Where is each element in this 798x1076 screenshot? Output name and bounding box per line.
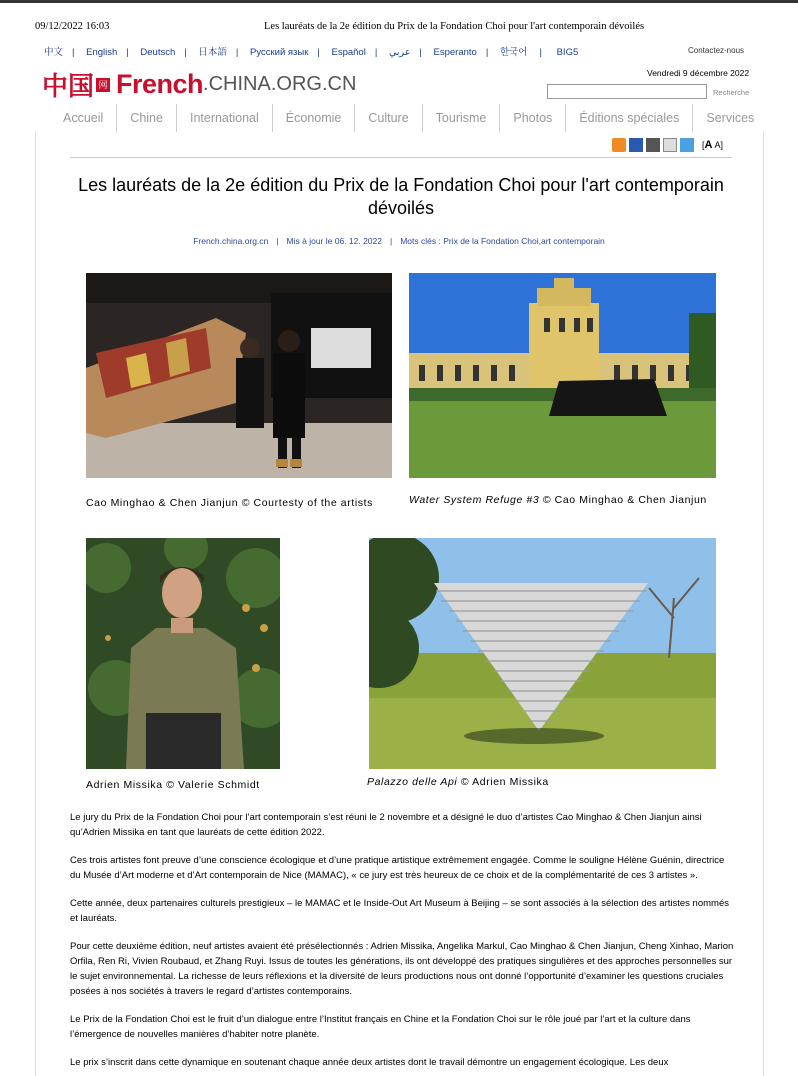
paragraph-1: Le jury du Prix de la Fondation Choi pour l’art contemporain s’est réuni le 2 novembre et a désigné le duo d’artistes Cao Minghao & Chen Jianjun ainsi qu’Adrien Missika en tant que lauréats de cette édition 2022.	[70, 812, 702, 838]
caption-photo2-rest: © Cao Minghao & Chen Jianjun	[539, 494, 707, 506]
photo-adrien-missika	[86, 538, 280, 769]
logo-domain-text: .CHINA.ORG.CN	[203, 73, 357, 95]
paragraph-2: Ces trois artistes font preuve d’une conscience écologique et d’une pratique artistique extrêmement engagée. Comme le souligne Hélène Guénin, directrice du Musée d’Art moderne et d’Art contemporain de Nice (MAMAC), « ce jury est très heureux de ce choix et de la complémentarité de ces 3 artistes ».	[70, 855, 725, 881]
nav-item-culture[interactable]: Culture	[355, 104, 422, 132]
lang-link-german[interactable]: Deutsch	[140, 47, 176, 58]
print-doc-title: Les lauréats de la 2e édition du Prix de la Fondation Choi pour l'art contemporain dévoilés	[264, 21, 645, 32]
lang-link-arabic[interactable]: عربي	[388, 47, 411, 58]
main-nav	[50, 104, 756, 132]
logo-cn-text: 中国	[42, 72, 95, 102]
print-icon[interactable]	[646, 138, 660, 152]
photo-water-system-refuge	[409, 273, 716, 478]
nav-item-economie[interactable]: Économie	[273, 104, 356, 132]
logo-wang-text: 网	[96, 78, 110, 92]
font-large-button[interactable]: A	[704, 139, 713, 151]
top-border	[0, 0, 798, 3]
monitor-icon[interactable]	[680, 138, 694, 152]
paragraph-4: Pour cette deuxième édition, neuf artistes avaient été présélectionnés : Adrien Missika, Angelika Markul, Cao Minghao & Chen Jianjun, Cheng Xinhao, Marion Orfila, Ren Ri, Vivien Roubaud, et Zhang Ruyi. Issus de toutes les générations, ils ont développé des pratiques singulières et des approches personnelles sur le sujet environnemental. La richesse de leurs réflexions et la diversité de leurs productions nous ont donné l’opportunité d’examiner les questions cruciales posées à nos sociétés à travers le regard d’artistes contemporains.	[70, 941, 734, 997]
lang-link-russian[interactable]: Русский язык	[250, 47, 309, 58]
paragraph-5: Le Prix de la Fondation Choi est le fruit d’un dialogue entre l’Institut français en Chine et la Fondation Choi sur le rôle joué par l’art et la culture dans l’émergence de nouvelles manières d’habiter notre planète.	[70, 1014, 691, 1040]
caption-photo4	[367, 776, 717, 788]
caption-photo4-title: Palazzo delle Api	[367, 776, 458, 788]
nav-item-photos[interactable]: Photos	[500, 104, 566, 132]
article-meta: French.china.org.cn | Mis à jour le 06. 12. 2022 | Mots clés : Prix de la Fondation Choi,art contemporain	[193, 236, 605, 246]
photo-artists-gallery	[86, 273, 392, 478]
divider	[70, 157, 732, 158]
search-button[interactable]: Recherche	[713, 88, 750, 97]
email-icon[interactable]	[629, 138, 643, 152]
lang-link-chinese[interactable]: 中文	[44, 47, 64, 58]
caption-photo2	[409, 494, 717, 507]
logo-brand-text: French	[116, 69, 204, 99]
caption-photo1: Cao Minghao & Chen Jianjun © Courtesty of the artists	[86, 497, 373, 509]
font-bracket: [	[702, 140, 705, 150]
font-size-control: [A A]	[702, 139, 724, 151]
contact-link[interactable]: Contactez-nous	[688, 46, 745, 55]
current-date: Vendredi 9 décembre 2022	[647, 68, 750, 78]
nav-item-services[interactable]: Services	[706, 111, 755, 125]
lang-link-japanese[interactable]: 日本語	[198, 47, 227, 58]
article-tools	[612, 138, 723, 152]
nav-item-chine[interactable]: Chine	[117, 104, 177, 132]
site-logo[interactable]	[42, 66, 356, 100]
article-body	[70, 810, 734, 1076]
lang-link-korean[interactable]: 한국어	[499, 47, 528, 58]
caption-photo2-title: Water System Refuge #3	[409, 494, 540, 506]
caption-photo4-rest: © Adrien Missika	[457, 776, 549, 788]
rss-icon[interactable]	[612, 138, 626, 152]
caption-photo3: Adrien Missika © Valerie Schmidt	[86, 779, 260, 791]
font-small-button[interactable]: A	[714, 140, 721, 150]
nav-item-editions-speciales[interactable]: Éditions spéciales	[566, 104, 693, 132]
language-bar: 中文 | English | Deutsch | 日本語 | Русский язык | Español | عربي | Esperanto | 한국어 | BIG5	[44, 44, 578, 58]
lang-link-big5[interactable]: BIG5	[556, 47, 579, 58]
article-title: Les lauréats de la 2e édition du Prix de la Fondation Choi pour l'art contemporain dévoilés	[78, 175, 724, 218]
paragraph-6: Le prix s’inscrit dans cette dynamique en soutenant chaque année deux artistes dont le travail démontre un engagement écologique. Les deux	[70, 1057, 669, 1068]
nav-item-tourisme[interactable]: Tourisme	[423, 104, 501, 132]
lang-link-spanish[interactable]: Español	[331, 47, 366, 58]
lang-link-english[interactable]: English	[86, 47, 118, 58]
article-source[interactable]: French.china.org.cn	[193, 236, 269, 246]
article-updated: Mis à jour le 06. 12. 2022	[286, 236, 382, 246]
search-input[interactable]	[547, 84, 707, 99]
copy-icon[interactable]	[663, 138, 677, 152]
lang-link-esperanto[interactable]: Esperanto	[433, 47, 477, 58]
nav-item-international[interactable]: International	[177, 104, 273, 132]
paragraph-3: Cette année, deux partenaires culturels prestigieux – le MAMAC et le Inside-Out Art Museum à Beijing – se sont associés à la sélection des artistes nommés et lauréats.	[70, 898, 729, 924]
nav-item-accueil[interactable]: Accueil	[50, 104, 117, 132]
print-datetime: 09/12/2022 16:03	[35, 21, 110, 32]
photo-palazzo-delle-api	[369, 538, 716, 769]
article-keywords[interactable]: Mots clés : Prix de la Fondation Choi,art contemporain	[400, 236, 605, 246]
